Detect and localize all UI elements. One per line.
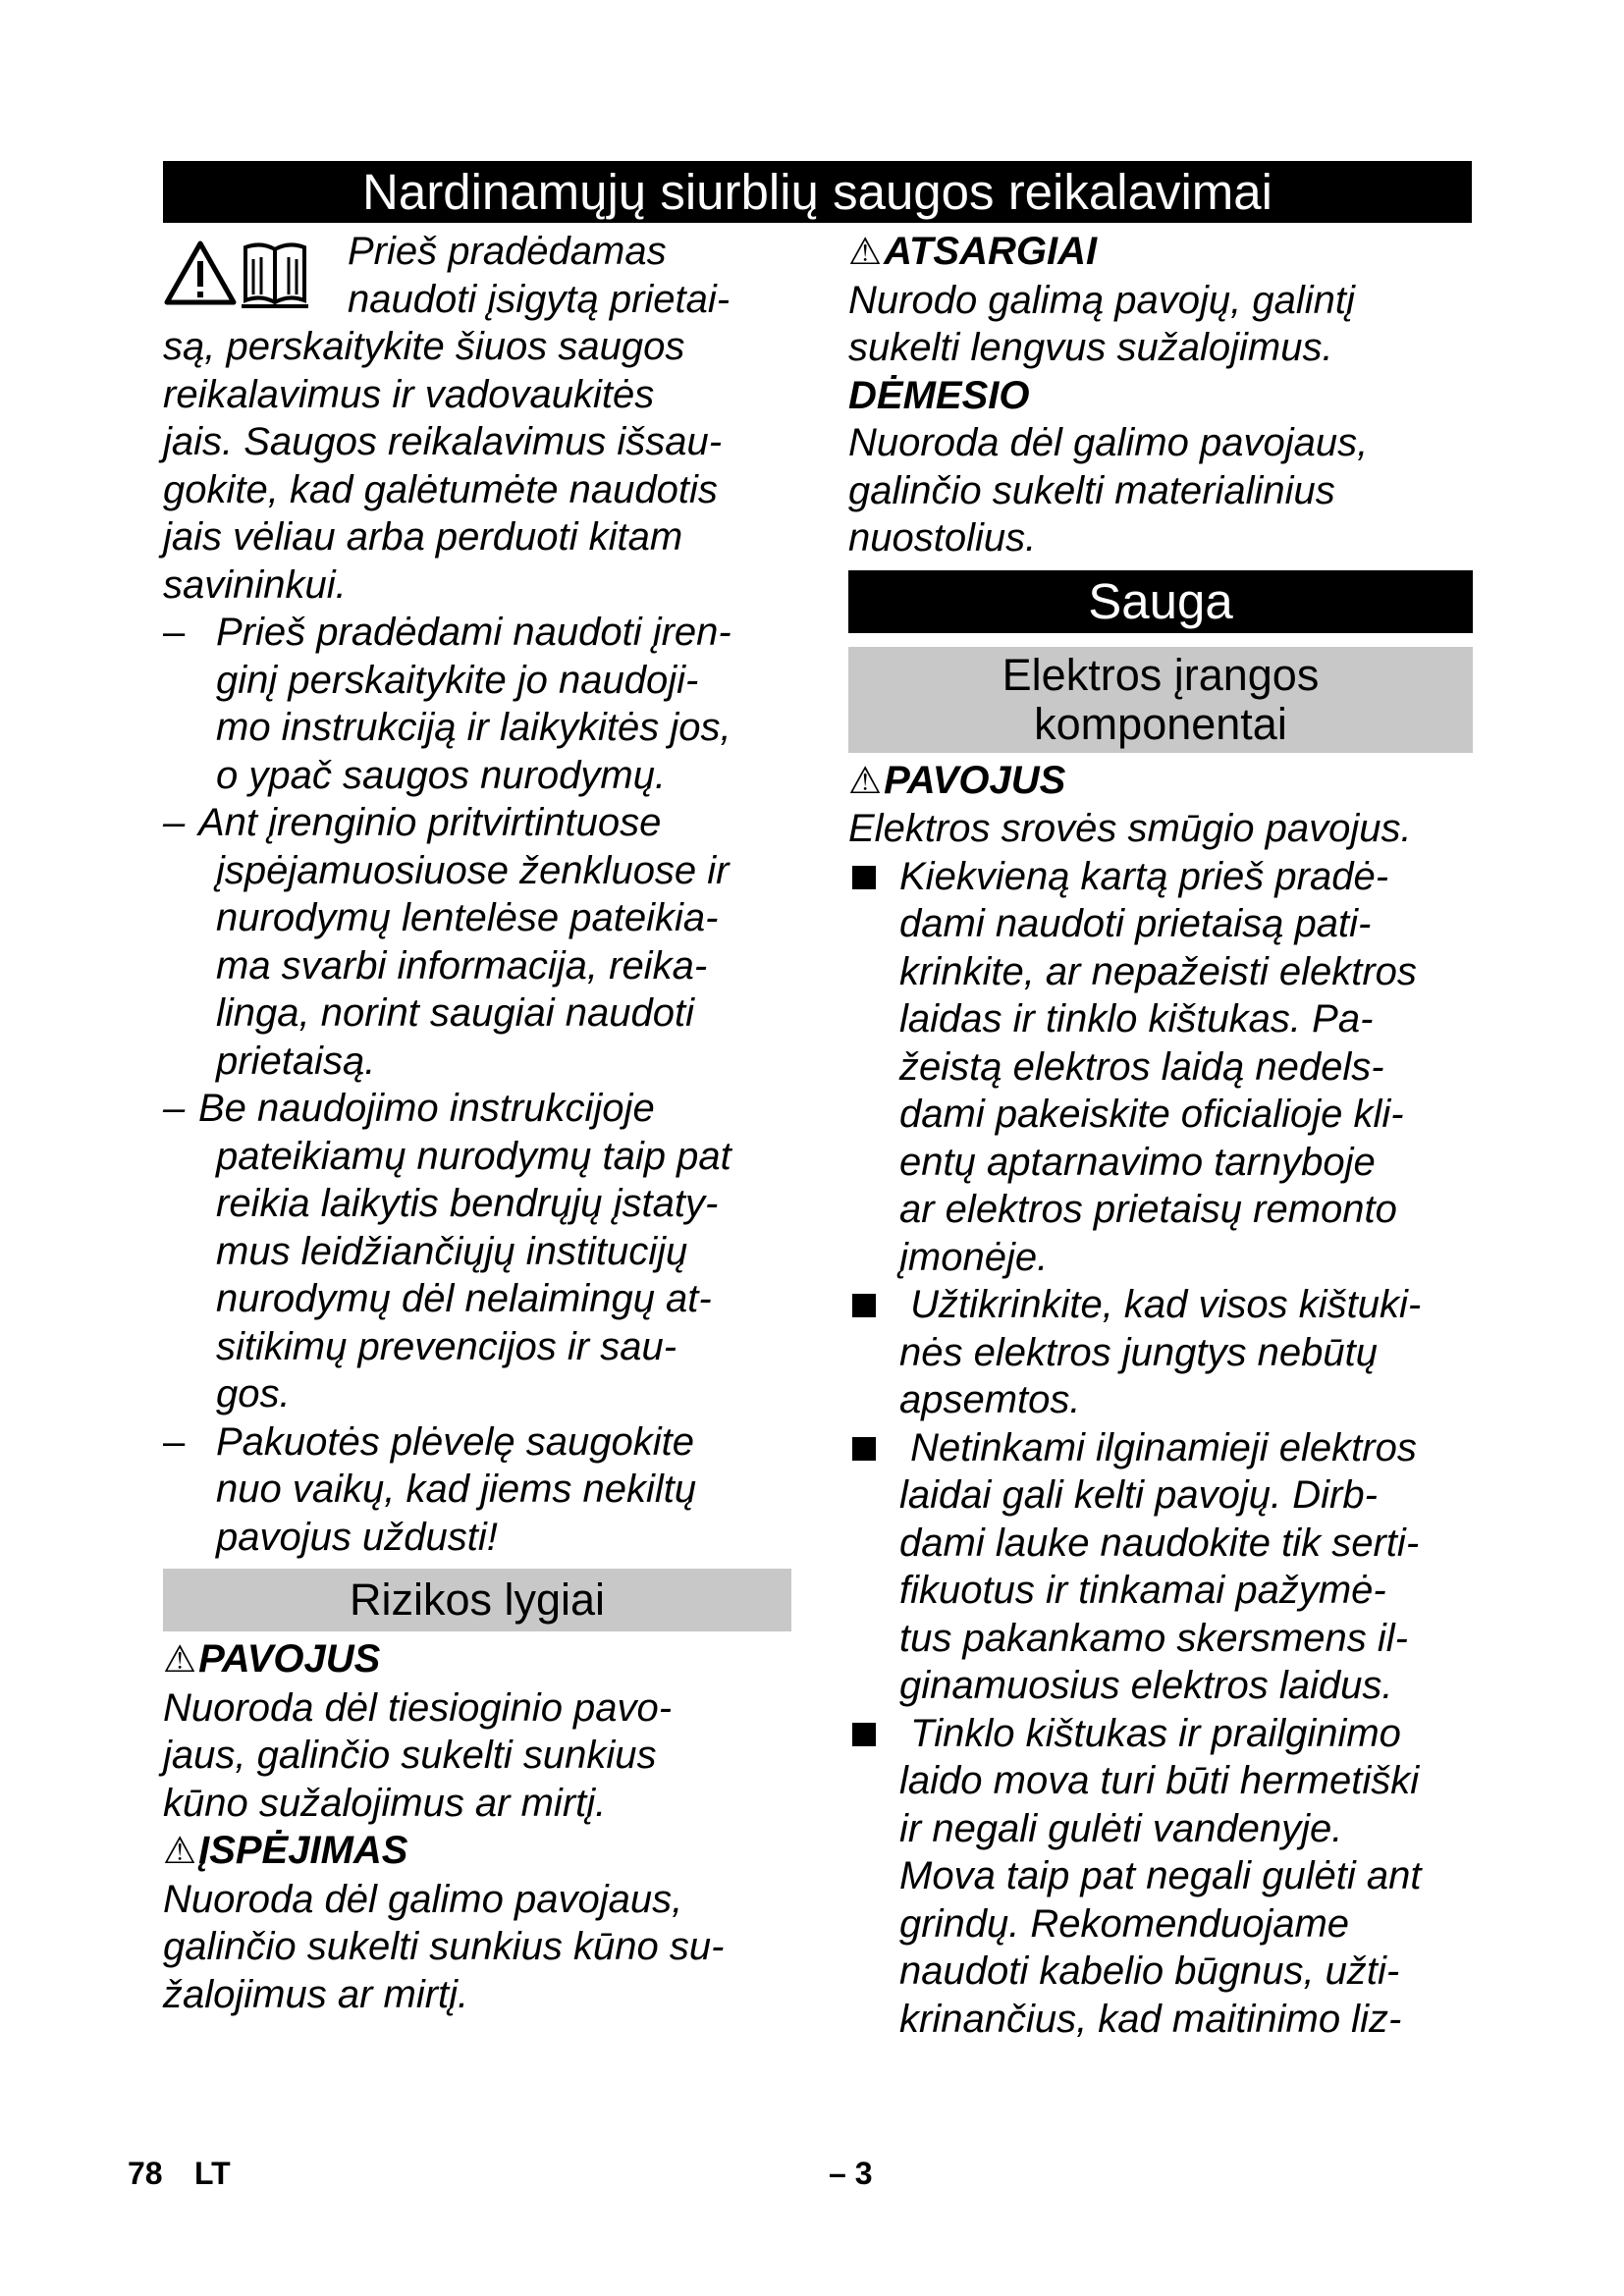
dash-line: Ant įrenginio pritvirtintuose [198, 801, 662, 844]
atsargiai-line: Nurodo galimą pavojų, galintį [848, 278, 1355, 322]
demesio-line: Nuoroda dėl galimo pavojaus, [848, 421, 1369, 464]
dash-line: Prieš pradėdami naudoti įren- [216, 611, 731, 654]
bullet-line: Tinklo kištukas ir prailginimo [899, 1711, 1401, 1755]
warning-and-manual-icons [163, 238, 330, 316]
pavojus-label-left [163, 1635, 791, 1684]
square-bullet-icon [852, 1723, 876, 1746]
bullet-line: įmonėje. [899, 1235, 1049, 1279]
warning-triangle-icon [167, 243, 234, 302]
dash-line: pateikiamų nurodymų taip pat [216, 1134, 731, 1178]
dash-line: gos. [216, 1372, 291, 1415]
dash-line: reikia laikytis bendrųjų įstaty- [216, 1182, 719, 1225]
bullet-line: dami lauke naudokite tik serti- [899, 1521, 1420, 1565]
dash-mark: – [163, 611, 186, 654]
footer-page-number: 78 [128, 2156, 163, 2191]
bullet-line: laidai gali kelti pavojų. Dirb- [899, 1473, 1378, 1517]
bullet-line: Netinkami ilginamieji elektros [899, 1425, 1417, 1469]
pavojus-label-right [848, 757, 1491, 806]
footer-section: – 3 [829, 2156, 873, 2191]
elektros-heading-line: komponentai [1034, 698, 1287, 749]
warning-triangle-icon: ⚠ [163, 1639, 197, 1681]
dash-list-item [163, 1085, 791, 1418]
left-column [163, 228, 791, 2018]
bullet-line: naudoti kabelio būgnus, užti- [899, 1949, 1400, 1993]
dash-line: Be naudojimo instrukcijoje [198, 1087, 655, 1130]
bullet-list-item [848, 853, 1491, 1282]
bullet-list-item [848, 1281, 1491, 1424]
pavojus-line: kūno sužalojimus ar mirtį. [163, 1781, 607, 1825]
warning-triangle-icon: ⚠ [163, 1831, 197, 1872]
atsargiai-line: sukelti lengvus sužalojimus. [848, 326, 1333, 369]
dash-line: o ypač saugos nurodymų. [216, 753, 667, 797]
demesio-label: DĖMESIO [848, 373, 1030, 417]
right-column [848, 228, 1491, 2043]
dash-line: nurodymų dėl nelaimingų at- [216, 1277, 712, 1320]
bullet-line: nės elektros jungtys nebūtų [899, 1330, 1378, 1374]
intro-line: naudoti įsigytą prietai- [348, 277, 731, 321]
bullet-line: ginamuosius elektros laidus. [899, 1664, 1393, 1707]
bullet-line: apsemtos. [899, 1378, 1081, 1421]
demesio-line: nuostolius. [848, 516, 1037, 560]
elektros-heading-line: Elektros įrangos [1001, 649, 1320, 700]
dash-list-item [163, 609, 791, 799]
bullet-line: krinančius, kad maitinimo liz- [899, 1997, 1402, 2041]
open-book-icon [242, 244, 308, 306]
intro-line: savininkui. [163, 562, 347, 607]
bullet-list-item [848, 1424, 1491, 1710]
dash-line: ma svarbi informacija, reika- [216, 943, 708, 988]
pavojus-line: jaus, galinčio sukelti sunkius [163, 1734, 657, 1777]
square-bullet-icon [852, 1294, 876, 1317]
atsargiai-label-text: ATSARGIAI [884, 230, 1098, 273]
bullet-line: tus pakankamo skersmens il- [899, 1616, 1408, 1660]
intro-line: gokite, kad galėtumėte naudotis [163, 467, 718, 511]
dash-line: nurodymų lentelėse pateikia- [216, 896, 719, 939]
bullet-line: dami naudoti prietaisą pati- [899, 902, 1372, 945]
risk-levels-heading: Rizikos lygiai [163, 1569, 791, 1631]
bullet-line: laidas ir tinklo kištukas. Pa- [899, 997, 1374, 1041]
bullet-line: Užtikrinkite, kad visos kištuki- [899, 1283, 1422, 1326]
dash-line: prietaisą. [216, 1039, 376, 1083]
dash-mark: – [163, 1419, 186, 1464]
ispejimas-line: žalojimus ar mirtį. [163, 1972, 469, 2016]
intro-block [163, 228, 791, 609]
bullet-line: žeistą elektros laidą nedels- [899, 1044, 1384, 1089]
bullet-line: Kiekvieną kartą prieš pradė- [899, 854, 1389, 898]
dash-line: Pakuotės plėvelę saugokite [216, 1419, 694, 1464]
dash-line: pavojus uždusti! [216, 1515, 498, 1559]
bullet-line: grindų. Rekomenduojame [899, 1901, 1350, 1946]
bullet-line: Mova taip pat negali gulėti ant [899, 1854, 1422, 1897]
intro-line: są, perskaitykite šiuos saugos [163, 325, 685, 368]
bullet-line: ar elektros prietaisų remonto [899, 1188, 1397, 1231]
ispejimas-line: galinčio sukelti sunkius kūno su- [163, 1925, 725, 1968]
demesio-line: galinčio sukelti materialinius [848, 468, 1335, 512]
square-bullet-icon [852, 1437, 876, 1461]
dash-mark: – [163, 1087, 186, 1130]
dash-mark: – [163, 801, 186, 844]
square-bullet-icon [852, 866, 876, 889]
dash-line: mo instrukciją ir laikykitės jos, [216, 706, 731, 749]
bullet-list-item [848, 1710, 1491, 2044]
ispejimas-label-text: ĮSPĖJIMAS [198, 1829, 408, 1872]
ispejimas-line: Nuoroda dėl galimo pavojaus, [163, 1877, 683, 1921]
main-title: Nardinamųjų siurblių saugos reikalavimai [163, 161, 1472, 223]
pavojus-label-text: PAVOJUS [198, 1637, 381, 1681]
dash-list-item [163, 799, 791, 1085]
pavojus-text: Elektros srovės smūgio pavojus. [848, 807, 1412, 850]
dash-line: linga, norint saugiai naudoti [216, 991, 695, 1035]
intro-line: reikalavimus ir vadovaukitės [163, 372, 655, 416]
bullet-line: dami pakeiskite oficialioje kli- [899, 1093, 1404, 1136]
bullet-line: krinkite, ar nepažeisti elektros [899, 949, 1417, 993]
dash-line: nuo vaikų, kad jiems nekiltų [216, 1468, 697, 1511]
bullet-line: entų aptarnavimo tarnyboje [899, 1140, 1376, 1184]
ispejimas-label [163, 1827, 791, 1876]
bullet-line: ir negali gulėti vandenyje. [899, 1806, 1343, 1850]
sauga-heading: Sauga [848, 570, 1473, 633]
warning-triangle-icon: ⚠ [848, 760, 883, 802]
dash-line: įspėjamuosiuose ženkluose ir [216, 848, 730, 892]
warning-triangle-icon: ⚠ [848, 232, 883, 273]
bullet-line: laido mova turi būti hermetiški [899, 1759, 1420, 1802]
dash-list-item [163, 1418, 791, 1562]
atsargiai-label [848, 228, 1491, 277]
dash-line: sitikimų prevencijos ir sau- [216, 1324, 677, 1368]
footer-language: LT [194, 2156, 231, 2191]
intro-line: jais. Saugos reikalavimus išsau- [163, 420, 723, 463]
bullet-line: fikuotus ir tinkamai pažymė- [899, 1569, 1386, 1612]
dash-line: ginį perskaitykite jo naudoji- [216, 658, 699, 702]
dash-line: mus leidžiančiųjų institucijų [216, 1229, 688, 1273]
pavojus-label-text: PAVOJUS [884, 758, 1066, 802]
intro-line: Prieš pradėdamas [348, 230, 667, 273]
pavojus-line: Nuoroda dėl tiesioginio pavo- [163, 1685, 673, 1730]
elektros-heading [848, 647, 1473, 753]
intro-line: jais vėliau arba perduoti kitam [163, 515, 683, 559]
